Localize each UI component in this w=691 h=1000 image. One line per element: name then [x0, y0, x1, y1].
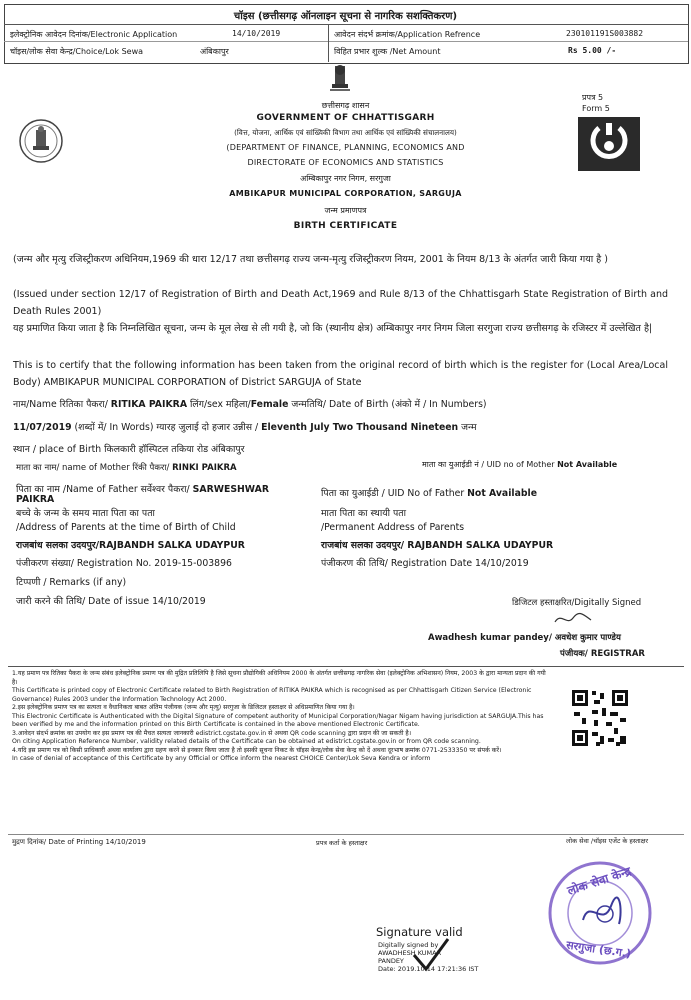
dept-title-en-1: (DEPARTMENT OF FINANCE, PLANNING, ECONOMICS AND	[226, 143, 465, 152]
certify-statement-hi: यह प्रमाणित किया जाता है कि निम्नलिखित सूचना, जन्म के मूल लेख से ली गयी है, जो कि (स्थानीय क्षेत्र) अम्बिकापुर नगर निगम जिला सरगुजा राज्य छत्तीसगढ़ के रजिस्टर में उल्लेखित है|	[13, 323, 653, 334]
form-number-hi: प्रपत्र 5	[582, 93, 604, 102]
form-number-en: Form 5	[582, 104, 610, 113]
father-name: SARWESHWAR	[192, 484, 269, 495]
holder-signature-label: प्रपत्र कर्ता के हस्ताक्षर	[316, 839, 368, 847]
note-4-en: In case of denial of acceptance of this Certificate by any Official or Office inform the nearest CHOICE Center/Lok Seva Kendra or inform	[12, 755, 431, 762]
issue-date: जारी करने की तिथि/ Date of issue 14/10/2019	[16, 596, 206, 607]
govt-title: GOVERNMENT OF CHHATTISGARH	[256, 113, 435, 123]
dob-words: Eleventh July Two Thousand Nineteen	[261, 422, 459, 433]
divider	[328, 24, 329, 62]
notes	[12, 670, 552, 764]
note-1-en: This Certificate is printed copy of Electronic Certificate related to Birth Registration of RITIKA PAIKRA which is recognised as per Chhattisgarh Citizen Service (Electronic Governance) Rules 2003 under the Information Technology Act 2000.	[12, 687, 532, 703]
seal-text-bottom: सरगुजा (छ.ग.)	[565, 938, 632, 961]
municipal-title-en: AMBIKAPUR MUNICIPAL CORPORATION, SARGUJA	[229, 189, 462, 198]
place-prefix: जन्म	[461, 422, 477, 433]
state-title-hi: छत्तीसगढ़ शासन	[321, 101, 370, 110]
ref-value: 230101191S003882	[566, 29, 644, 38]
qr-code-icon	[570, 688, 630, 748]
center-label: चॉइस/लोक सेवा केन्द्र/Choice/Lok Sewa	[10, 47, 144, 56]
dob-number: 11/07/2019	[13, 422, 72, 433]
father-uid-value: Not Available	[467, 488, 537, 499]
registration-date: पंजीकरण की तिथि/ Registration Date 14/10/2019	[321, 558, 529, 569]
seal-text-top: लोक सेवा केन्द्र	[565, 864, 633, 898]
address-birth-label-en: /Address of Parents at the time of Birth of Child	[16, 522, 236, 533]
digitally-signed-label: डिजिटल हस्ताक्षरित/Digitally Signed	[512, 598, 642, 608]
dob-line	[13, 420, 477, 433]
address-birth-label-hi: बच्चे के जन्म के समय माता पिता का पता	[16, 508, 155, 519]
certify-statement-en: This is to certify that the following information has been taken from the original record of birth which is the register for (Local Area/Local Body) AMBIKAPUR MUNICIPAL CORPORATION of District SARGUJA of State	[13, 360, 668, 388]
registration-number: पंजीकरण संख्या/ Registration No. 2019-15-003896	[16, 558, 232, 569]
amount-value: Rs 5.00 /-	[568, 46, 617, 55]
app-date-label: इलेक्ट्रोनिक आवेदन दिनांक/Electronic Application	[10, 30, 178, 39]
signature-scribble-icon	[553, 610, 593, 628]
top-title: चॉइस (छत्तीसगढ़ ऑनलाइन सूचना से नागरिक सशक्तिकरण)	[233, 11, 458, 22]
divider	[4, 41, 688, 42]
signatory-role: पंजीयक/ REGISTRAR	[560, 649, 645, 659]
sex-label: लिंग/sex महिला/	[190, 399, 251, 410]
act-reference-hi: (जन्म और मृत्यु रजिस्ट्रीकरण अधिनियम,1969 की धारा 12/17 तथा छत्तीसगढ़ राज्य जन्म-मृत्यु रजिस्ट्रीकरण नियम, 2001 के नियम 8/13 के अंतर्गत जारी किया गया है )	[13, 254, 608, 265]
name-label: नाम/Name रितिका पैकरा/	[13, 399, 108, 410]
note-3-en: On citing Application Reference Number, validity related details of the Certificate can be obtained at edistrict.cgstate.gov.in or from QR code scanning.	[12, 738, 481, 745]
municipal-title-hi: अम्बिकापुर नगर निगम, सरगुजा	[300, 174, 391, 183]
signed-by-line-1: Digitally signed by	[378, 941, 439, 949]
child-name: RITIKA PAIKRA	[110, 399, 188, 410]
note-2-hi: 2.इस इलेक्ट्रोनिक प्रमाण पत्र का सत्यता व वैधानिकता बाबत अंतिम पंजीयक (जन्म और मृत्यु) सरगुजा के डिजिटल हस्ताक्षर से अधिप्रमाणित किया गया है।	[12, 704, 355, 711]
father-uid-label: पिता का युआईडी / UID No of Father	[321, 488, 465, 499]
national-emblem-icon	[327, 64, 353, 94]
note-4-hi: 4.यदि इस प्रमाण पत्र को किसी प्राधिकारी अथवा कार्यालय द्वारा ग्रहण करने से इनकार किया जाता है तो इसकी सूचना निकट के चॉइस केन्द्र/लोक सेवा केन्द्र को दें अथवा दूरभाष क्रमांक 0771-2533350 पर संपर्क करें।	[12, 746, 502, 754]
signed-by-line-3: PANDEY	[378, 957, 404, 965]
signatory-name: Awadhesh kumar pandey/ अवधेश कुमार पाण्डेय	[428, 633, 621, 643]
address-perm-label-en: /Permanent Address of Parents	[321, 522, 465, 533]
print-date: मुद्रण दिनांक/ Date of Printing 14/10/2019	[12, 838, 146, 846]
remarks: टिप्पणी / Remarks (if any)	[16, 577, 127, 588]
certificate-title-hi: जन्म प्रमाणपत्र	[324, 206, 367, 215]
divider	[8, 834, 684, 835]
note-3-hi: 3.आवेदन संदर्भ क्रमांक का उपयोग कर इस प्रमाण पत्र की मैचत सत्यता जानकारी edistrict.cgstate.gov.in से अथवा QR code scanning द्वारा प्रदान की जा सकती है।	[12, 729, 412, 737]
ref-label: आवेदन संदर्भ क्रमांक/Application Refrence	[334, 30, 481, 39]
agent-signature-label: लोक सेवा /चॉइस एजेंट के हस्ताक्षर	[566, 837, 649, 845]
signed-date: Date: 2019.10.14 17:21:36 IST	[378, 965, 479, 973]
dept-title-hi: (वित्त, योजना, आर्थिक एवं सांख्यिकी विभाग तथा आर्थिक एवं सांख्यिकी संचालनालय)	[234, 128, 457, 137]
address-perm-label-hi: माता पिता का स्थायी पता	[321, 508, 407, 519]
mother-name: RINKI PAIKRA	[172, 463, 237, 473]
signature-valid-title: Signature valid	[376, 925, 463, 939]
dept-title-en-2: DIRECTORATE OF ECONOMICS AND STATISTICS	[247, 158, 444, 167]
father-name-cont: PAIKRA	[16, 494, 55, 505]
center-value: अंबिकापुर	[200, 47, 229, 56]
divider	[8, 666, 684, 667]
note-2-en: This Electronic Certificate is Authenticated with the Digital Signature of competent authority of Municipal Corporation/Nagar Nigam having jurisdiction at SARGUJA.This has been verified by me and the information printed on this Birth Certificate is contained in the above mentioned Electronic Certificate.	[12, 712, 544, 728]
certificate-title: BIRTH CERTIFICATE	[293, 221, 398, 231]
app-date-value: 14/10/2019	[232, 29, 281, 38]
act-reference-en: (Issued under section 12/17 of Registration of Birth and Death Act,1969 and Rule 8/13 of the Chhattisgarh State Registration of Birth and Death Rules 2001)	[13, 289, 668, 317]
amount-label: विहित प्रभार शुल्क /Net Amount	[334, 47, 441, 56]
mother-label: माता का नाम/ name of Mother रिंकी पैकरा/	[16, 463, 170, 473]
father-uid	[321, 486, 537, 499]
mother-uid-value: Not Available	[557, 460, 618, 469]
father-label: पिता का नाम /Name of Father सर्वेश्वर पैकरा/	[16, 484, 190, 495]
divider	[4, 24, 688, 25]
place-of-birth: स्थान / place of Birth किलकारी हॉस्पिटल तकिया रोड अंबिकापुर	[13, 444, 245, 455]
address-birth-value: राजबांध सलका उदयपुर/RAJBANDH SALKA UDAYPUR	[16, 540, 245, 551]
dob-label: जन्मतिथि/ Date of Birth (अंको में / In Numbers)	[291, 399, 487, 410]
sex-value: Female	[250, 399, 289, 410]
mother-line	[16, 462, 237, 473]
name-sex-dob-line	[13, 397, 487, 410]
address-perm-value: राजबांध सलका उदयपुर/ RAJBANDH SALKA UDAYPUR	[321, 540, 554, 551]
note-1-hi: 1.यह प्रमाण पत्र रितिका पैकरा के जन्म संबंध इलेक्ट्रोनिक प्रमाण पत्र की मुद्रित प्रतिलिपि है जिसे सूचना प्रौद्योगिकी अधिनियम 2000 के अंतर्गत छत्तीसगढ़ नागरिक सेवा (इलेक्ट्रोनिक अभिशासन) नियम, 2003 के द्वारा मान्यता प्रदान की गयी है।	[12, 670, 546, 686]
mother-uid-label: माता का युआईडी नं / UID no of Mother	[422, 460, 555, 469]
signed-by-line-2: AWADHESH KUMAR	[378, 949, 442, 957]
mother-uid	[422, 459, 617, 470]
dob-words-label: (शब्दों में/ In Words) ग्यारह जुलाई दो हजार उन्नीस /	[74, 422, 259, 433]
